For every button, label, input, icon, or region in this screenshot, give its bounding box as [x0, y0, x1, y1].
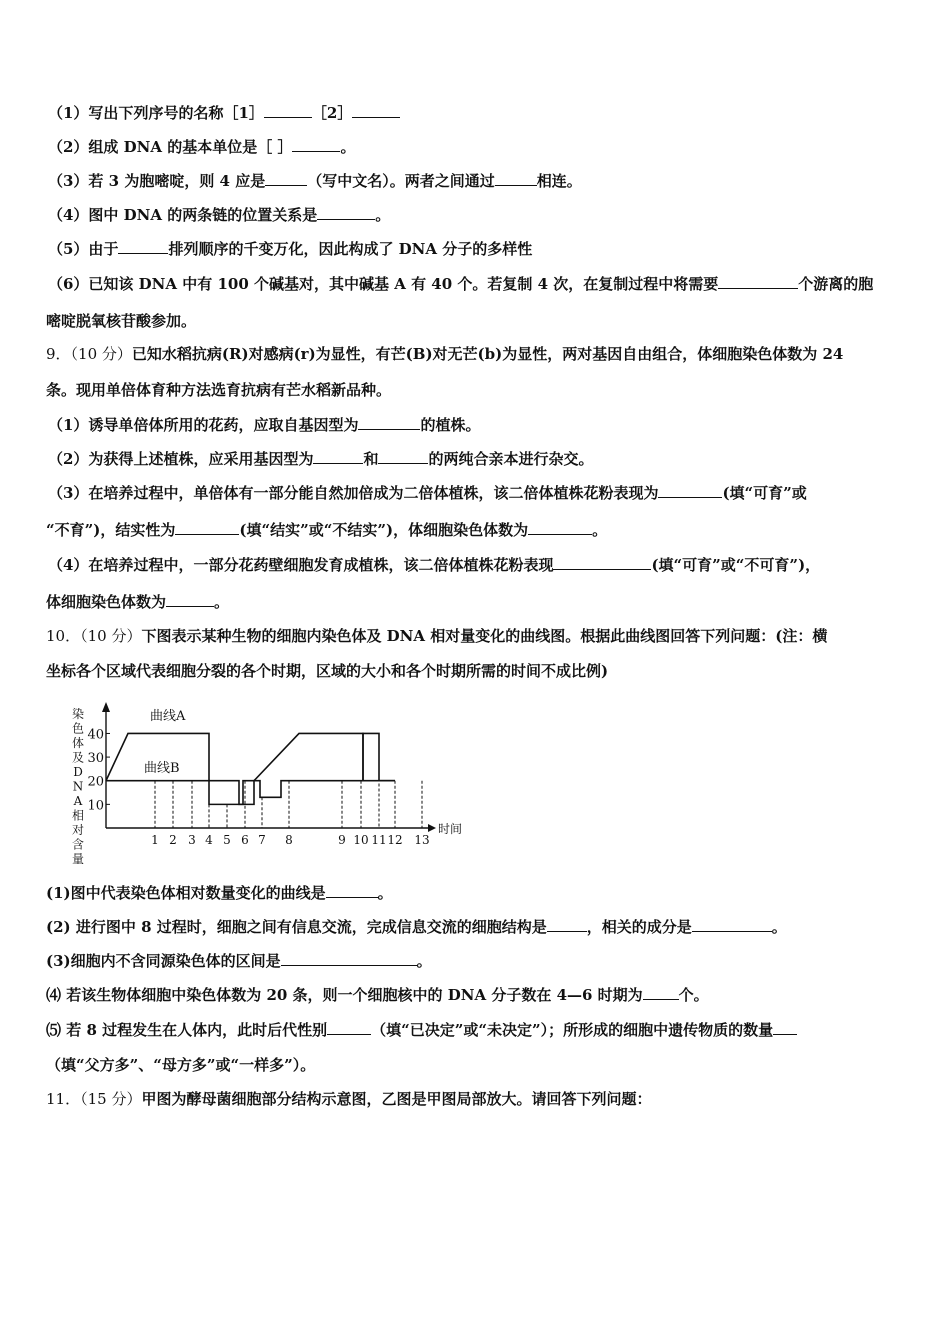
- answer-blank[interactable]: [773, 1019, 797, 1035]
- q8-item-2-end: 。: [340, 138, 356, 156]
- x-axis-label: 时间: [438, 822, 463, 836]
- q8-item-6: [48, 273, 918, 294]
- q9-item-3-text-c: “不育”)，结实性为: [46, 521, 176, 539]
- answer-blank[interactable]: [264, 102, 312, 118]
- question-number: 10．: [46, 627, 81, 645]
- q8-item-2: [48, 136, 918, 157]
- answer-blank[interactable]: [118, 238, 168, 254]
- q9-item-2-text-a: （2）为获得上述植株，应采用基因型为: [48, 450, 314, 468]
- x-tick-label: 8: [285, 833, 293, 847]
- q8-item-3-text-b: （写中文名）。两者之间通过: [307, 172, 495, 190]
- answer-blank[interactable]: [358, 414, 420, 430]
- q10-item-4-text-b: 个。: [678, 986, 709, 1004]
- answer-blank[interactable]: [166, 591, 214, 607]
- q8-item-5-text-b: 排列顺序的千变万化，因此构成了 DNA 分子的多样性: [168, 240, 533, 258]
- y-axis-label-char: N: [72, 779, 84, 794]
- q10-item-3: [46, 950, 916, 971]
- q10-item-2-text-b: ，相关的成分是: [586, 918, 692, 936]
- q10-stem-2: [46, 661, 916, 681]
- y-axis-label-char: 量: [71, 852, 85, 866]
- q8-item-1: [48, 102, 918, 123]
- answer-blank[interactable]: [292, 136, 340, 152]
- y-axis-label-char: 含: [71, 837, 85, 852]
- q10-item-5-text-b: （填“已决定”或“未决定”）；所形成的细胞中遗传物质的数量: [371, 1021, 774, 1039]
- q9-item-3: [48, 482, 918, 503]
- q10-item-2-text-c: 。: [771, 918, 787, 936]
- y-axis-label-char: A: [73, 794, 83, 808]
- question-number: 11．: [46, 1090, 81, 1108]
- y-axis-label-char: D: [73, 765, 83, 779]
- y-axis-label-char: 对: [71, 823, 85, 837]
- q8-item-4-end: 。: [375, 206, 391, 224]
- q10-item-5: [46, 1019, 916, 1040]
- q8-item-3-text-a: （3）若 3 为胞嘧啶，则 4 应是: [48, 172, 266, 190]
- q10-item-4-text-a: ⑷ 若该生物体细胞中染色体数为 20 条，则一个细胞核中的 DNA 分子数在 4—6 时期为: [46, 986, 643, 1004]
- answer-blank[interactable]: [528, 519, 592, 535]
- answer-blank[interactable]: [327, 1019, 371, 1035]
- q10-stem-text-1: 下图表示某种生物的细胞内染色体及 DNA 相对量变化的曲线图。根据此曲线图回答下列问题：(注：横: [141, 627, 828, 645]
- answer-blank[interactable]: [317, 204, 375, 220]
- y-axis-label-char: 染: [71, 707, 85, 721]
- q8-item-1-text: （1）写出下列序号的名称［1］: [48, 104, 264, 122]
- q9-item-2: [48, 448, 918, 469]
- y-axis-label-char: 体: [71, 736, 85, 750]
- x-tick-label: 2: [169, 833, 177, 847]
- q10-item-5-cont: [46, 1055, 916, 1075]
- series-label-b: 曲线B: [144, 761, 180, 776]
- x-tick-label: 11: [371, 833, 387, 847]
- q8-item-6-text-b: 个游离的胞: [798, 275, 874, 293]
- q9-item-1-text-a: （1）诱导单倍体所用的花药，应取自基因型为: [48, 416, 359, 434]
- q8-item-3: [48, 170, 918, 191]
- q10-item-5-text-a: ⑸ 若 8 过程发生在人体内，此时后代性别: [46, 1021, 328, 1039]
- x-tick-label: 7: [258, 833, 266, 847]
- q8-item-6-text-a: （6）已知该 DNA 中有 100 个碱基对，其中碱基 A 有 40 个。若复制 4 次，在复制过程中将需要: [48, 275, 719, 293]
- answer-blank[interactable]: [265, 170, 307, 186]
- q8-item-6-text-c: 嘧啶脱氧核苷酸参加。: [46, 312, 197, 330]
- answer-blank[interactable]: [692, 916, 772, 932]
- q11-stem: [46, 1089, 916, 1109]
- q9-item-3-text-d: (填“结实”或“不结实”)，体细胞染色体数为: [239, 521, 529, 539]
- q9-stem-text-1: 已知水稻抗病(R)对感病(r)为显性，有芒(B)对无芒(b)为显性，两对基因自由组合，体细胞染色体数为 24: [131, 345, 844, 363]
- q9-stem-text-2: 条。现用单倍体育种方法选育抗病有芒水稻新品种。: [46, 381, 392, 399]
- q10-item-3-text-b: 。: [416, 952, 432, 970]
- answer-blank[interactable]: [495, 170, 537, 186]
- q8-item-5: [48, 238, 918, 259]
- answer-blank[interactable]: [658, 482, 722, 498]
- x-tick-label: 3: [188, 833, 196, 847]
- y-tick-label: 10: [87, 798, 104, 814]
- q9-item-1: [48, 414, 918, 435]
- x-tick-label: 12: [387, 833, 403, 847]
- x-tick-label: 9: [338, 833, 346, 847]
- question-score: （10 分）: [70, 345, 132, 363]
- answer-blank[interactable]: [378, 448, 428, 464]
- q8-item-6-cont: [46, 311, 916, 331]
- q9-stem-2: [46, 380, 916, 400]
- y-axis-label-char: 相: [71, 808, 85, 823]
- x-tick-label: 13: [414, 833, 430, 847]
- q10-item-2-text-a: (2) 进行图中 8 过程时，细胞之间有信息交流，完成信息交流的细胞结构是: [46, 918, 547, 936]
- q9-item-4-text-b: (填“可育”或“不可育”)，: [651, 556, 821, 574]
- answer-blank[interactable]: [718, 273, 798, 289]
- q9-item-3-text-a: （3）在培养过程中，单倍体有一部分能自然加倍成为二倍体植株，该二倍体植株花粉表现为: [48, 484, 659, 502]
- q10-item-4: [46, 984, 916, 1005]
- x-tick-label: 5: [223, 833, 231, 847]
- q10-stem-1: [46, 626, 916, 646]
- series-label-a: 曲线A: [150, 709, 186, 724]
- q9-item-4-text-d: 。: [214, 593, 230, 611]
- answer-blank[interactable]: [313, 448, 363, 464]
- q10-item-1-text-a: (1)图中代表染色体相对数量变化的曲线是: [46, 884, 326, 902]
- q9-item-4-text-a: （4）在培养过程中，一部分花药壁细胞发育成植株，该二倍体植株花粉表现: [48, 556, 554, 574]
- q10-item-2: [46, 916, 916, 937]
- x-tick-label: 10: [353, 833, 369, 847]
- y-tick-label: 40: [87, 727, 104, 743]
- q10-item-1: [46, 882, 916, 903]
- y-tick-label: 30: [87, 751, 104, 767]
- y-tick-label: 20: [87, 774, 104, 790]
- y-axis-arrow: [102, 702, 110, 712]
- q9-item-3-text-b: (填“可育”或: [722, 484, 807, 502]
- x-axis-arrow: [428, 824, 436, 832]
- q8-item-2-text: （2）组成 DNA 的基本单位是［ ］: [48, 138, 293, 156]
- question-score: （15 分）: [80, 1090, 142, 1108]
- q8-item-5-text-a: （5）由于: [48, 240, 119, 258]
- q8-item-4-text: （4）图中 DNA 的两条链的位置关系是: [48, 206, 318, 224]
- y-axis-label-char: 及: [71, 750, 85, 765]
- q8-item-1-text-b: ［2］: [311, 104, 353, 122]
- q10-stem-text-2: 坐标各个区域代表细胞分裂的各个时期，区域的大小和各个时期所需的时间不成比例): [46, 662, 609, 680]
- q9-item-2-text-c: 的两纯合亲本进行杂交。: [428, 450, 594, 468]
- q9-item-3-text-e: 。: [592, 521, 608, 539]
- q9-item-4: [48, 554, 918, 575]
- x-tick-label: 6: [241, 833, 249, 847]
- y-axis-label-char: 色: [71, 721, 85, 736]
- q8-item-3-text-c: 相连。: [536, 172, 582, 190]
- q10-item-1-text-b: 。: [377, 884, 393, 902]
- q9-item-2-text-b: 和: [363, 450, 379, 468]
- chart-labels: [72, 706, 462, 866]
- x-tick-label: 1: [151, 833, 159, 847]
- answer-blank[interactable]: [547, 916, 587, 932]
- q9-item-1-text-b: 的植株。: [420, 416, 481, 434]
- q9-item-3-cont: [46, 519, 916, 540]
- chromosome-dna-chart: [58, 694, 482, 866]
- q9-item-4-cont: [46, 591, 916, 612]
- q9-item-4-text-c: 体细胞染色体数为: [46, 593, 167, 611]
- question-score: （10 分）: [80, 627, 142, 645]
- answer-blank[interactable]: [326, 882, 378, 898]
- answer-blank[interactable]: [643, 984, 679, 1000]
- x-tick-label: 4: [205, 833, 213, 847]
- answer-blank[interactable]: [352, 102, 400, 118]
- question-number: 9．: [46, 345, 71, 363]
- q10-item-5-text-c: （填“父方多”、“母方多”或“一样多”）。: [46, 1056, 316, 1074]
- answer-blank[interactable]: [175, 519, 239, 535]
- q8-item-4: [48, 204, 918, 225]
- q11-stem-text: 甲图为酵母菌细胞部分结构示意图，乙图是甲图局部放大。请回答下列问题：: [141, 1090, 652, 1108]
- answer-blank[interactable]: [553, 554, 651, 570]
- q9-stem-1: [46, 344, 916, 364]
- answer-blank[interactable]: [281, 950, 417, 966]
- q10-item-3-text-a: (3)细胞内不含同源染色体的区间是: [46, 952, 281, 970]
